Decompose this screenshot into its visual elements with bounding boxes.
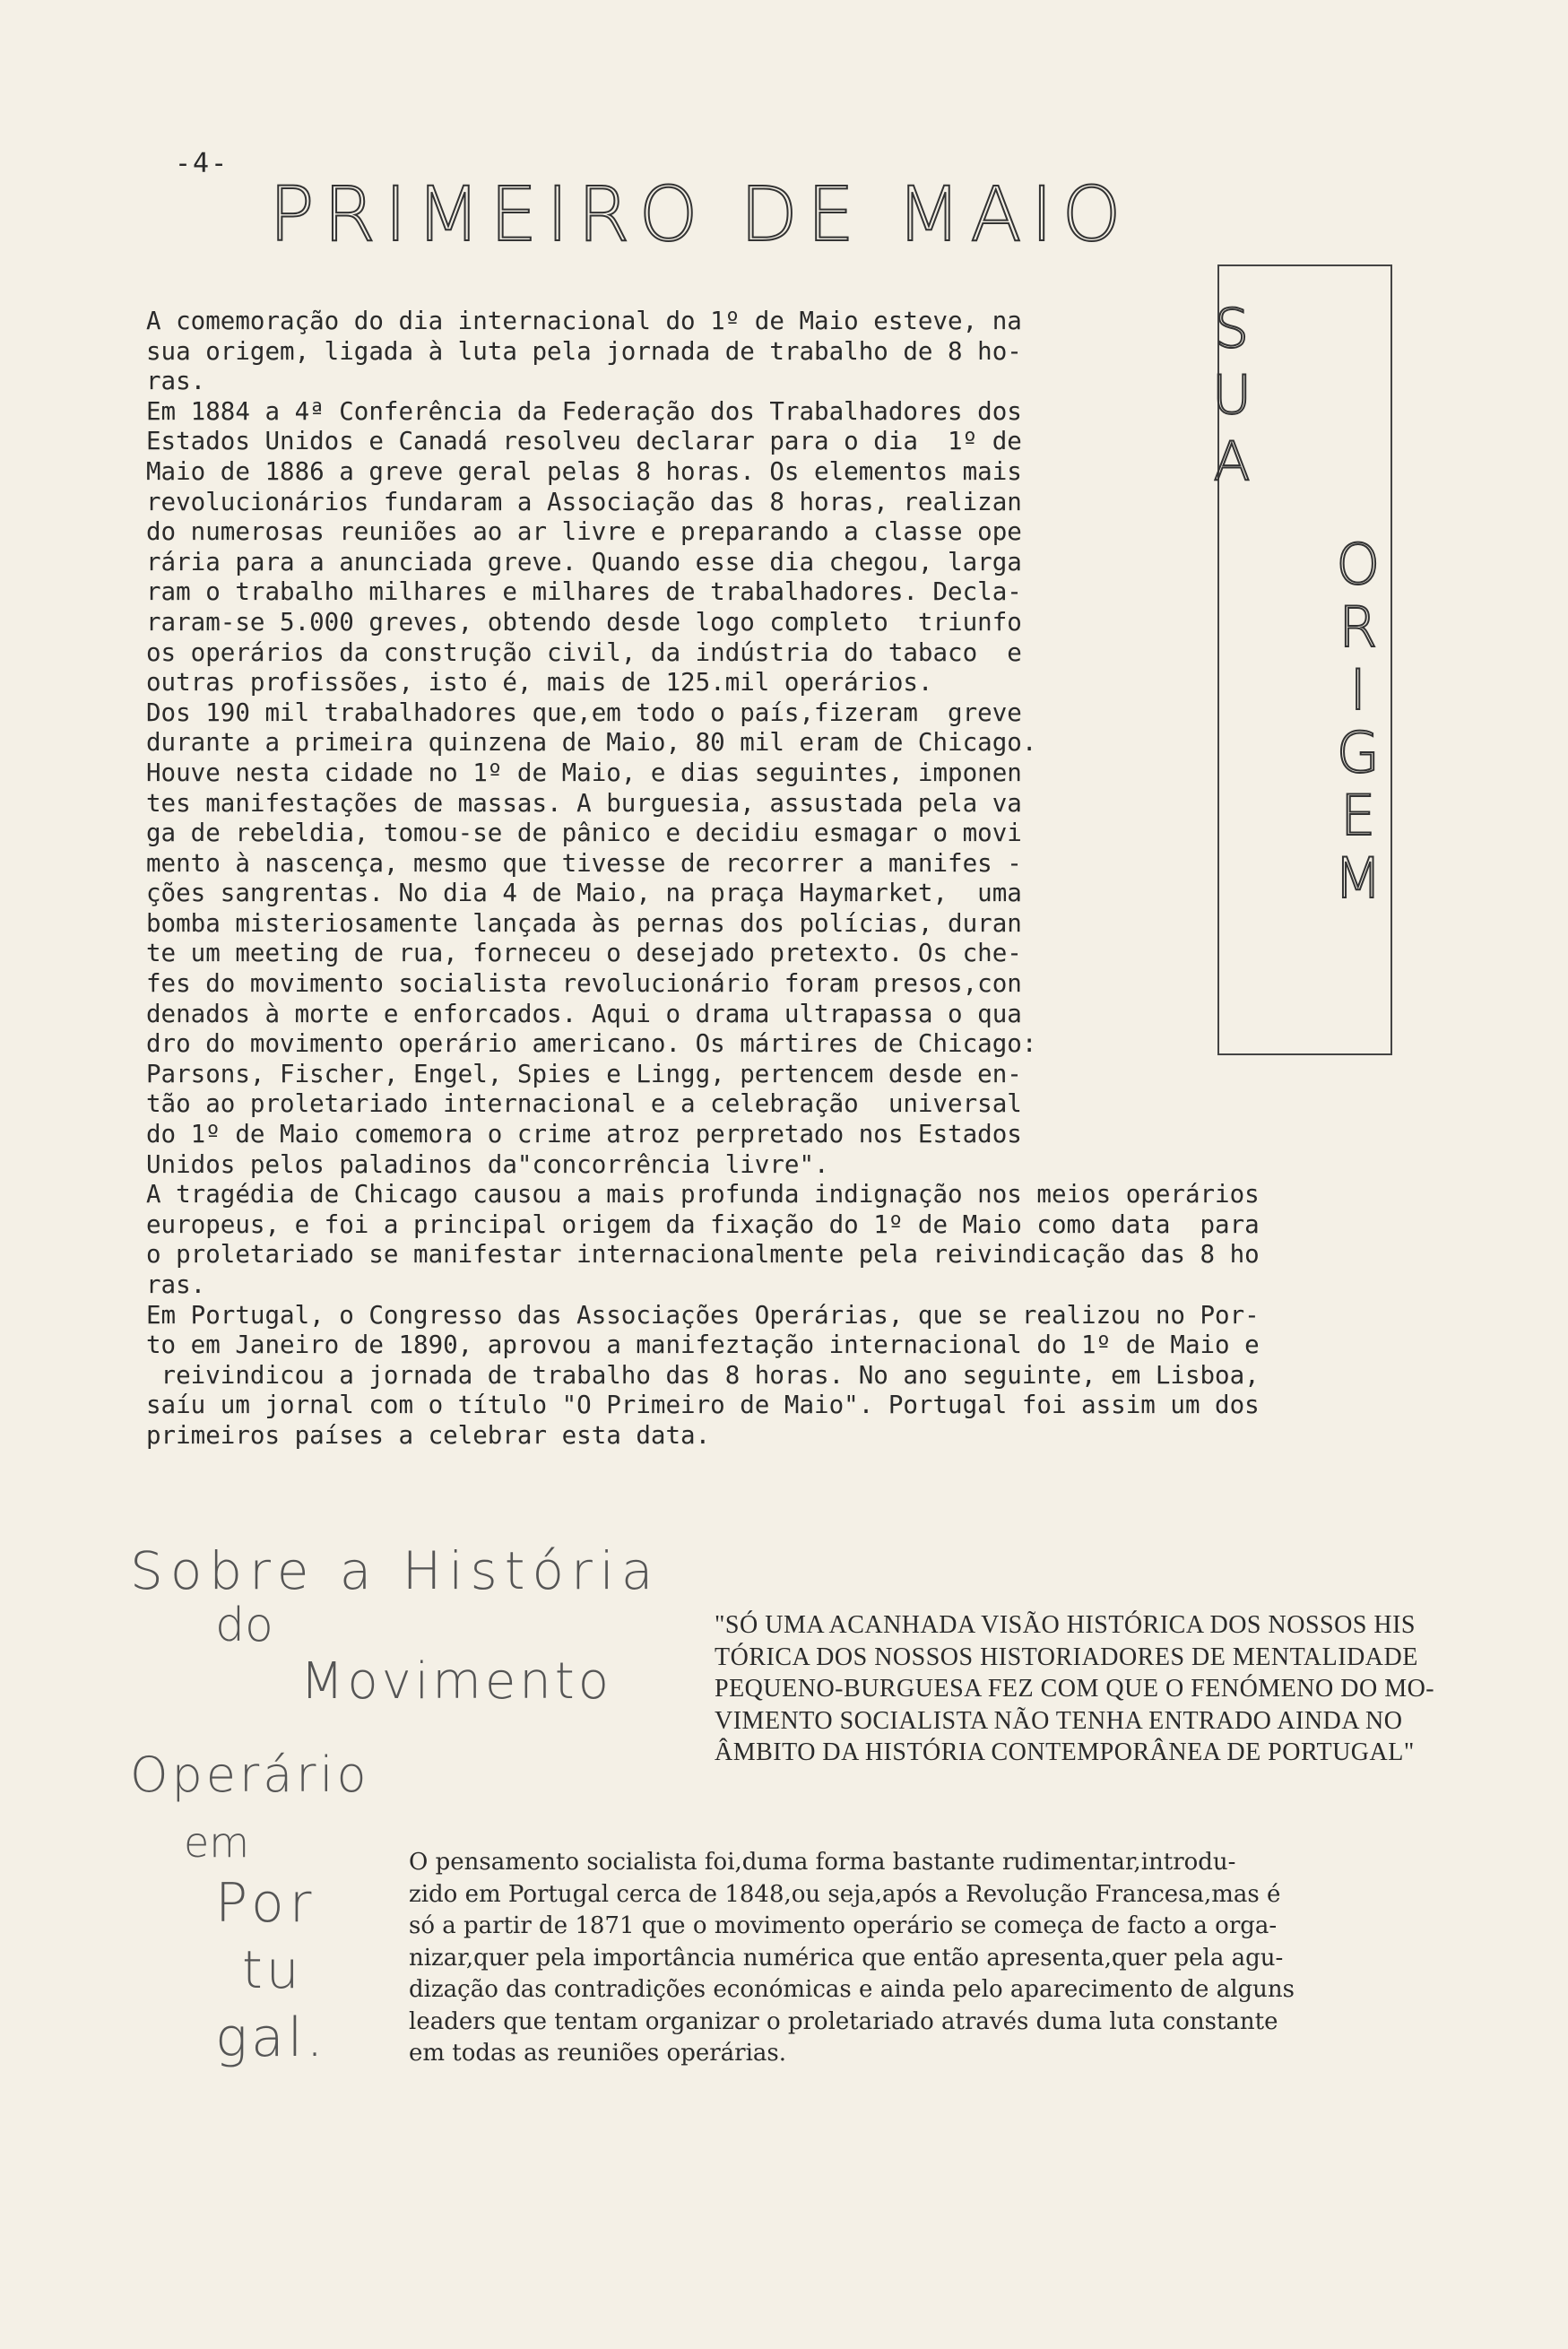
text-line: rária para a anunciada greve. Quando esse dia chegou, larga: [146, 547, 1022, 576]
quote-line: ÂMBITO DA HISTÓRIA CONTEMPORÂNEA DE PORTUGAL": [715, 1738, 1415, 1766]
text-line: do 1º de Maio comemora o crime atroz perpretado nos Estados: [146, 1120, 1022, 1149]
quote-block: [715, 1609, 1435, 1769]
text-line: ções sangrentas. No dia 4 de Maio, na praça Haymarket, uma: [146, 879, 1022, 908]
text-line: Parsons, Fischer, Engel, Spies e Lingg, pertencem desde en-: [146, 1059, 1022, 1088]
text-line: Em 1884 a 4ª Conferência da Federação dos Trabalhadores dos: [146, 396, 1022, 426]
text-line: só a partir de 1871 que o movimento operário se começa de facto a orga-: [409, 1912, 1278, 1939]
handwritten-line: em: [184, 1818, 250, 1867]
sidebar-letter: E: [1340, 783, 1376, 848]
text-line: durante a primeira quinzena de Maio, 80 mil eram de Chicago.: [146, 728, 1037, 758]
text-line: bomba misteriosamente lançada às pernas dos polícias, duran: [146, 908, 1022, 938]
quote-line: VIMENTO SOCIALISTA NÃO TENHA ENTRADO AINDA NO: [715, 1706, 1403, 1735]
text-line: Dos 190 mil trabalhadores que,em todo o país,fizeram greve: [146, 698, 1022, 727]
handwritten-line: gal.: [215, 2007, 327, 2069]
sidebar-letter: U: [1212, 364, 1252, 427]
sidebar-letter: O: [1336, 532, 1381, 597]
sidebar-letter: G: [1336, 720, 1380, 785]
text-line: Unidos pelos paladinos da"concorrência livre".: [146, 1149, 829, 1179]
text-line: o proletariado se manifestar internacionalmente pela reivindicação das 8 ho: [146, 1240, 1260, 1270]
page-title: PRIMEIRO DE MAIO: [269, 170, 1131, 258]
text-line: A tragédia de Chicago causou a mais profunda indignação nos meios operários: [146, 1180, 1260, 1209]
text-line: leaders que tentam organizar o proletariado através duma luta constante: [409, 2007, 1278, 2035]
sidebar-letter: A: [1213, 430, 1251, 493]
text-line: dização das contradições económicas e ainda pelo aparecimento de alguns: [409, 1976, 1295, 2003]
handwritten-line: Sobre a História: [130, 1540, 661, 1601]
handwritten-line: do: [215, 1599, 273, 1652]
text-line: denados à morte e enforcados. Aqui o drama ultrapassa o qua: [146, 999, 1022, 1028]
text-line: ras.: [146, 1270, 206, 1299]
text-line: to em Janeiro de 1890, aprovou a manifeztação internacional do 1º de Maio e: [146, 1331, 1260, 1360]
text-line: fes do movimento socialista revolucionário foram presos,con: [146, 969, 1022, 999]
sidebar-letter: M: [1334, 845, 1382, 911]
handwritten-line: Movimento: [300, 1652, 612, 1711]
text-line: raram-se 5.000 greves, obtendo desde logo completo triunfo: [146, 607, 1022, 637]
text-line: revolucionários fundaram a Associação das 8 horas, realizan: [146, 487, 1022, 516]
text-line: ras.: [146, 367, 206, 396]
sidebar-letter: R: [1338, 594, 1378, 660]
text-line: sua origem, ligada à luta pela jornada de trabalho de 8 ho-: [146, 336, 1022, 366]
handwritten-line: tu: [242, 1939, 303, 2000]
text-line: primeiros países a celebrar esta data.: [146, 1420, 711, 1450]
text-line: ga de rebeldia, tomou-se de pânico e decidiu esmagar o movi: [146, 819, 1022, 848]
text-line: Estados Unidos e Canadá resolveu declarar para o dia 1º de: [146, 427, 1022, 456]
text-line: os operários da construção civil, da indústria do tabaco e: [146, 637, 1022, 667]
text-line: em todas as reuniões operárias.: [409, 2040, 787, 2067]
text-line: mento à nascença, mesmo que tivesse de recorrer a manifes -: [146, 848, 1022, 878]
text-line: te um meeting de rua, forneceu o desejado pretexto. Os che-: [146, 939, 1022, 968]
text-line: dro do movimento operário americano. Os mártires de Chicago:: [146, 1029, 1037, 1059]
text-line: do numerosas reuniões ao ar livre e preparando a classe ope: [146, 517, 1022, 547]
text-line: tão ao proletariado internacional e a celebração universal: [146, 1089, 1022, 1119]
text-line: outras profissões, isto é, mais de 125.mil operários.: [146, 668, 933, 698]
text-line: saíu um jornal com o título "O Primeiro de Maio". Portugal foi assim um dos: [146, 1391, 1260, 1420]
handwritten-line: Por: [215, 1872, 317, 1935]
quote-line: TÓRICA DOS NOSSOS HISTORIADORES DE MENTALIDADE: [715, 1643, 1418, 1671]
text-line: europeus, e foi a principal origem da fixação do 1º de Maio como data para: [146, 1209, 1260, 1239]
text-line: Houve nesta cidade no 1º de Maio, e dias seguintes, imponen: [146, 758, 1022, 787]
sidebar-letter: S: [1214, 298, 1249, 360]
quote-line: PEQUENO-BURGUESA FEZ COM QUE O FENÓMENO DO MO-: [715, 1675, 1435, 1703]
text-line: nizar,quer pela importância numérica que então apresenta,quer pela agu-: [409, 1944, 1284, 1972]
text-line: zido em Portugal cerca de 1848,ou seja,após a Revolução Francesa,mas é: [409, 1880, 1281, 1908]
socialism-paragraph: [409, 1847, 1413, 2070]
sidebar-letter: I: [1349, 657, 1366, 723]
page-number: -4-: [175, 148, 230, 179]
handwritten-line: Operário: [130, 1747, 370, 1803]
text-line: reivindicou a jornada de trabalho das 8 horas. No ano seguinte, em Lisboa,: [146, 1360, 1260, 1390]
main-text: [146, 307, 1401, 1452]
text-line: tes manifestações de massas. A burguesia, assustada pela va: [146, 788, 1022, 818]
text-line: A comemoração do dia internacional do 1º de Maio esteve, na: [146, 307, 1022, 335]
quote-line: "SÓ UMA ACANHADA VISÃO HISTÓRICA DOS NOSSOS HIS: [715, 1611, 1416, 1639]
text-line: O pensamento socialista foi,duma forma bastante rudimentar,introdu-: [409, 1849, 1236, 1876]
text-line: Maio de 1886 a greve geral pelas 8 horas. Os elementos mais: [146, 456, 1022, 486]
text-line: ram o trabalho milhares e milhares de trabalhadores. Decla-: [146, 577, 1022, 607]
text-line: Em Portugal, o Congresso das Associações Operárias, que se realizou no Por-: [146, 1300, 1260, 1330]
